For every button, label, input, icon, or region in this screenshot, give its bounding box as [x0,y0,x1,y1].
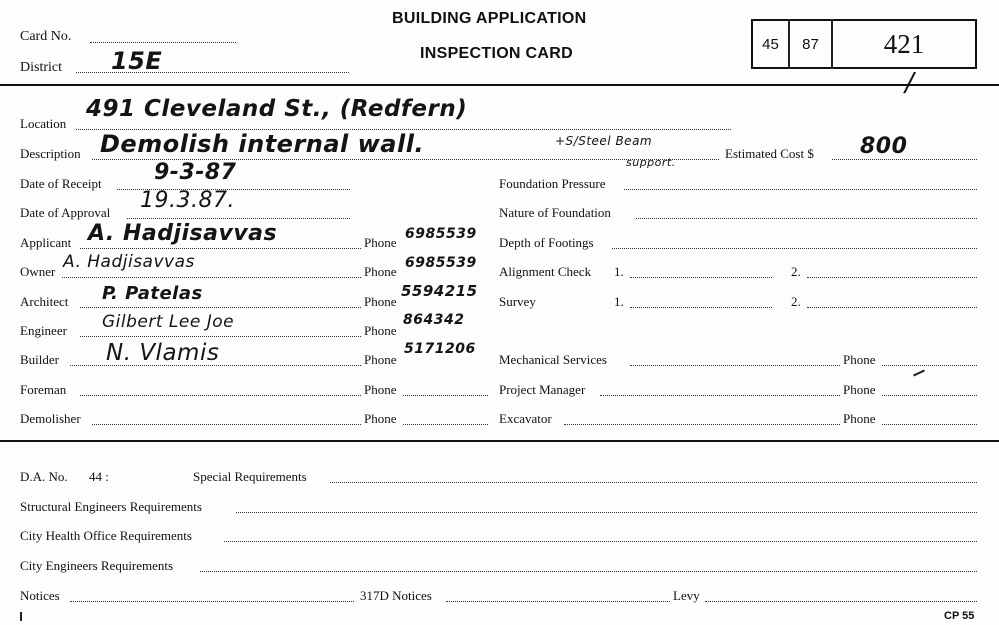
header-divider [0,84,999,86]
description-note-2: support. [626,156,676,169]
location-label: Location [20,116,67,131]
location-value: 491 Cleveland St., (Redfern) [86,96,468,122]
card-no-label: Card No. [20,29,72,44]
applicant-label: Applicant [20,235,72,250]
alignment-check-1-label: 1. [614,264,624,279]
form-code: CP 55 [944,610,975,622]
alignment-check-1-field[interactable] [630,277,772,278]
card-no-field[interactable] [90,42,236,43]
nature-foundation-label: Nature of Foundation [499,205,611,220]
foreman-field[interactable] [80,395,361,396]
notices-field[interactable] [70,601,354,602]
architect-label: Architect [20,294,69,309]
foundation-pressure-label: Foundation Pressure [499,176,606,191]
foreman-phone-label: Phone [364,382,397,397]
structural-requirements-label: Structural Engineers Requirements [20,499,202,514]
notices-317d-label: 317D Notices [360,588,432,603]
receipt-label: Date of Receipt [20,176,102,191]
mechanical-services-label: Mechanical Services [499,352,607,367]
engineer-value: Gilbert Lee Joe [102,312,235,332]
description-value: Demolish internal wall. [100,130,425,158]
builder-value: N. Vlamis [106,340,220,366]
engineer-phone-label: Phone [364,323,397,338]
architect-phone: 5594215 [401,282,478,300]
owner-phone: 6985539 [405,255,477,271]
ref-number-c: 421 [883,28,925,59]
pen-mark [20,612,22,621]
foundation-pressure-field[interactable] [624,189,977,190]
excavator-label: Excavator [499,411,552,426]
architect-field[interactable] [80,307,361,308]
levy-field[interactable] [705,601,977,602]
health-requirements-field[interactable] [224,541,977,542]
demolisher-phone-field[interactable] [403,424,488,425]
owner-field[interactable] [62,277,361,278]
demolisher-label: Demolisher [20,411,81,426]
city-engineers-requirements-field[interactable] [200,571,977,572]
applicant-value: A. Hadjisavvas [88,221,278,246]
excavator-phone-field[interactable] [882,424,977,425]
architect-value: P. Patelas [102,283,203,304]
foreman-phone-field[interactable] [403,395,488,396]
mechanical-phone-label: Phone [843,352,876,367]
engineer-field[interactable] [80,336,361,337]
project-manager-field[interactable] [600,395,840,396]
alignment-check-label: Alignment Check [499,264,592,279]
project-manager-label: Project Manager [499,382,586,397]
pen-mark [913,370,925,377]
notices-317d-field[interactable] [446,601,670,602]
architect-phone-label: Phone [364,294,397,309]
owner-value: A. Hadjisavvas [63,252,195,272]
ref-sub-mark: / [905,68,915,98]
alignment-check-2-field[interactable] [807,277,977,278]
excavator-phone-label: Phone [843,411,876,426]
estimated-cost-value: 800 [860,134,908,159]
engineer-label: Engineer [20,323,67,338]
engineer-phone: 864342 [403,312,465,328]
card-title-line2: INSPECTION CARD [420,45,573,62]
special-requirements-label: Special Requirements [193,469,307,484]
applicant-phone-label: Phone [364,235,397,250]
estimated-cost-label: Estimated Cost $ [725,146,814,161]
da-number-label: D.A. No. [20,469,68,484]
levy-label: Levy [673,588,700,603]
estimated-cost-field[interactable] [832,159,977,160]
ref-number-b: 87 [802,35,819,53]
district-label: District [20,60,62,75]
excavator-field[interactable] [564,424,840,425]
demolisher-field[interactable] [92,424,361,425]
receipt-value: 9-3-87 [154,160,237,185]
approval-label: Date of Approval [20,205,111,220]
depth-footings-label: Depth of Footings [499,235,594,250]
card-title-line1: BUILDING APPLICATION [392,10,587,27]
special-requirements-field[interactable] [330,482,977,483]
mechanical-services-field[interactable] [630,365,840,366]
health-requirements-label: City Health Office Requirements [20,528,192,543]
district-value: 15E [111,47,163,75]
survey-2-field[interactable] [807,307,977,308]
mechanical-phone-field[interactable] [882,365,977,366]
foreman-label: Foreman [20,382,67,397]
builder-label: Builder [20,352,59,367]
demolisher-phone-label: Phone [364,411,397,426]
survey-1-field[interactable] [630,307,772,308]
project-manager-phone-label: Phone [843,382,876,397]
survey-1-label: 1. [614,294,624,309]
owner-label: Owner [20,264,56,279]
alignment-check-2-label: 2. [791,264,801,279]
description-label: Description [20,146,81,161]
depth-footings-field[interactable] [612,248,977,249]
ref-number-a: 45 [762,35,779,53]
description-note: +S/Steel Beam [555,134,653,148]
da-number-value: 44 : [89,469,109,484]
approval-value: 19.3.87. [140,188,235,213]
notices-label: Notices [20,588,60,603]
structural-requirements-field[interactable] [236,512,977,513]
survey-label: Survey [499,294,536,309]
applicant-phone: 6985539 [405,226,477,242]
survey-2-label: 2. [791,294,801,309]
applicant-field[interactable] [80,248,361,249]
city-engineers-requirements-label: City Engineers Requirements [20,558,174,573]
builder-phone-label: Phone [364,352,397,367]
fields-divider [0,440,999,442]
nature-foundation-field[interactable] [636,218,977,219]
owner-phone-label: Phone [364,264,397,279]
approval-field[interactable] [127,218,350,219]
builder-phone: 5171206 [404,341,476,357]
project-manager-phone-field[interactable] [882,395,977,396]
